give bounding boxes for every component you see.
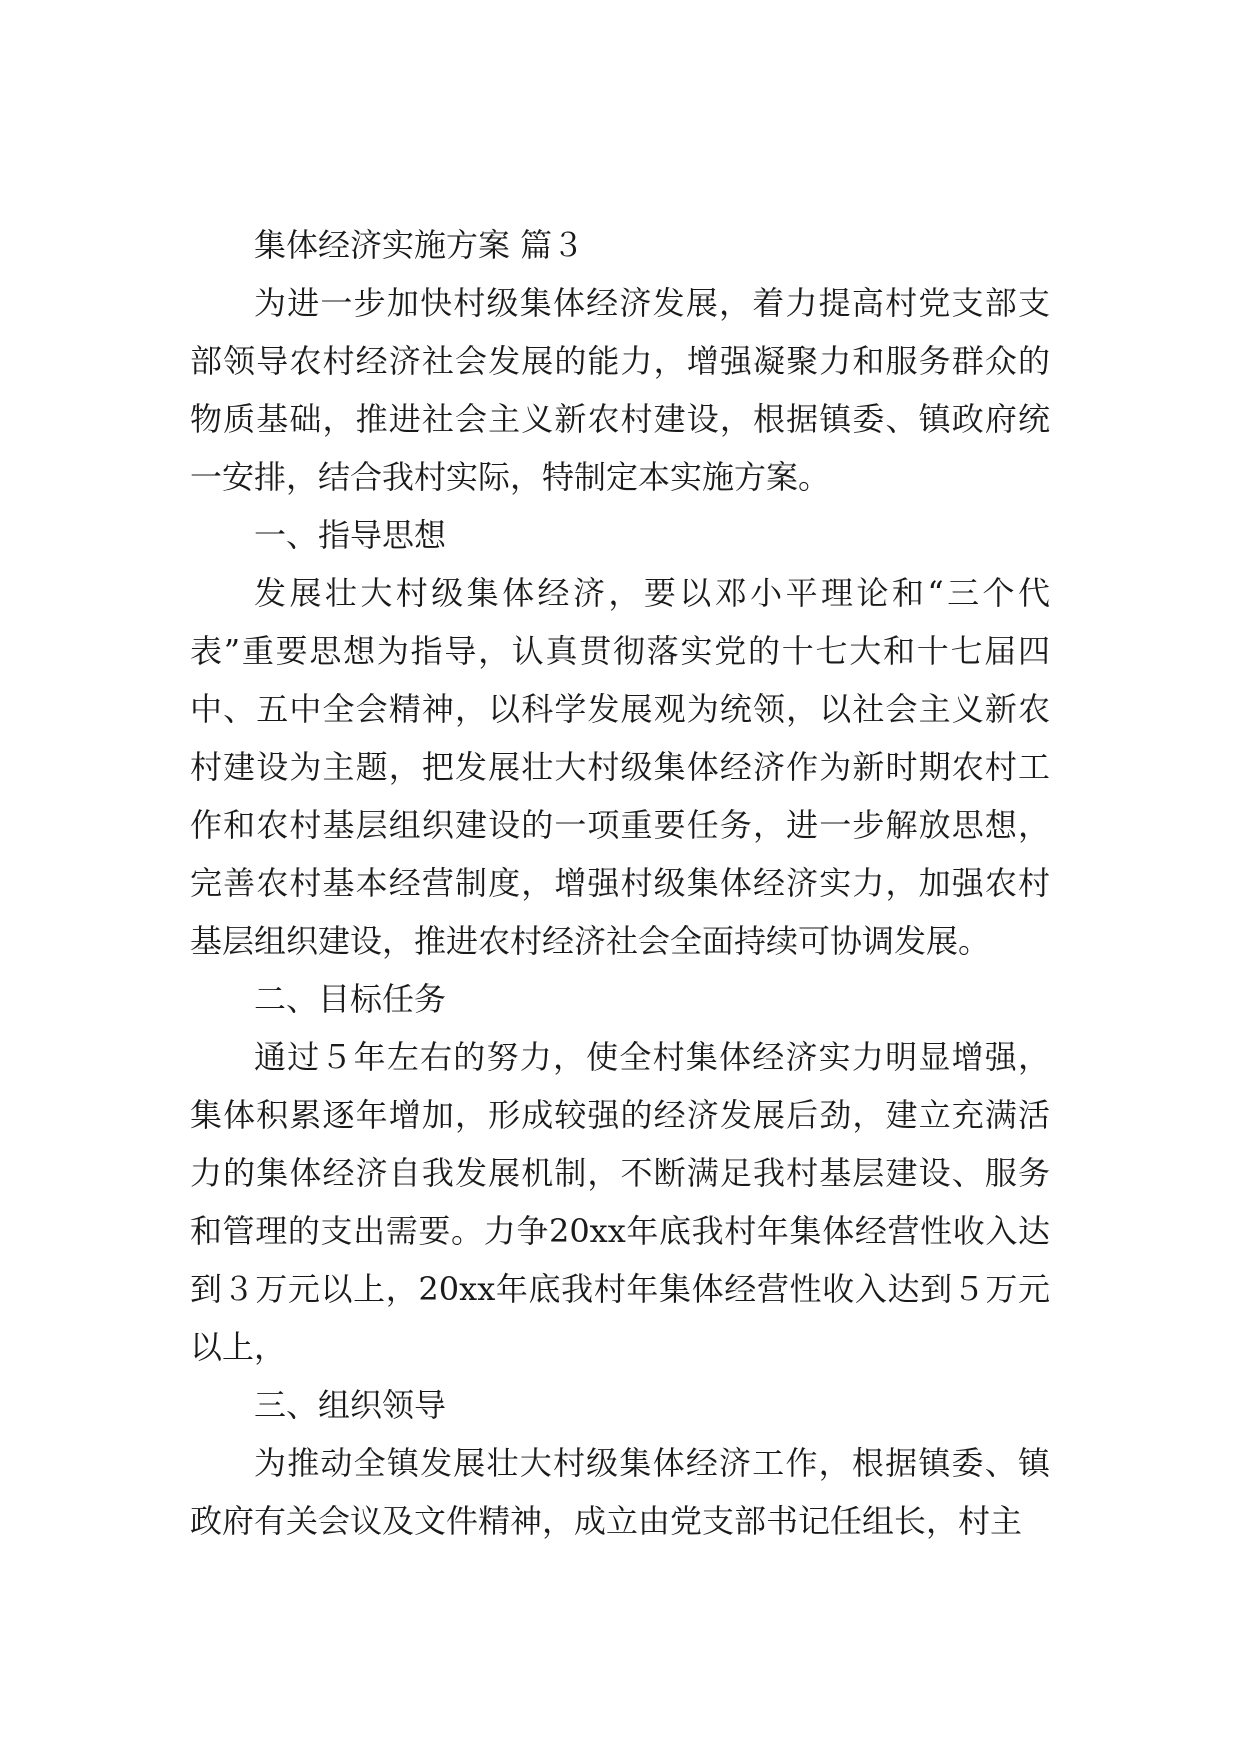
section-heading-guiding-ideology: 一、指导思想 bbox=[254, 516, 447, 554]
document-body bbox=[190, 216, 1050, 1550]
paragraph-guiding-ideology: 发展壮大村级集体经济，要以邓小平理论和“三个代表”重要思想为指导，认真贯彻落实党的十七大和十七届四中、五中全会精神，以科学发展观为统领，以社会主义新农村建设为主题，把发展壮大村级集体经济作为新时期农村工作和农村基层组织建设的一项重要任务，进一步解放思想，完善农村基本经营制度，增强村级集体经济实力，加强农村基层组织建设，推进农村经济社会全面持续可协调发展。 bbox=[190, 574, 1050, 960]
paragraph-leadership: 为推动全镇发展壮大村级集体经济工作，根据镇委、镇政府有关会议及文件精神，成立由党支部书记任组长，村主 bbox=[190, 1444, 1050, 1540]
section-heading-leadership: 三、组织领导 bbox=[254, 1386, 447, 1424]
section-heading-goals: 二、目标任务 bbox=[254, 980, 447, 1018]
paragraph-intro: 为进一步加快村级集体经济发展，着力提高村党支部支部领导农村经济社会发展的能力，增强凝聚力和服务群众的物质基础，推进社会主义新农村建设，根据镇委、镇政府统一安排，结合我村实际，特制定本实施方案。 bbox=[190, 284, 1050, 496]
document-title: 集体经济实施方案 篇３ bbox=[254, 226, 585, 264]
paragraph-goals: 通过５年左右的努力，使全村集体经济实力明显增强，集体积累逐年增加，形成较强的经济发展后劲，建立充满活力的集体经济自我发展机制，不断满足我村基层建设、服务和管理的支出需要。力争20xx年底我村年集体经营性收入达到３万元以上，20xx年底我村年集体经营性收入达到５万元以上， bbox=[190, 1038, 1050, 1366]
